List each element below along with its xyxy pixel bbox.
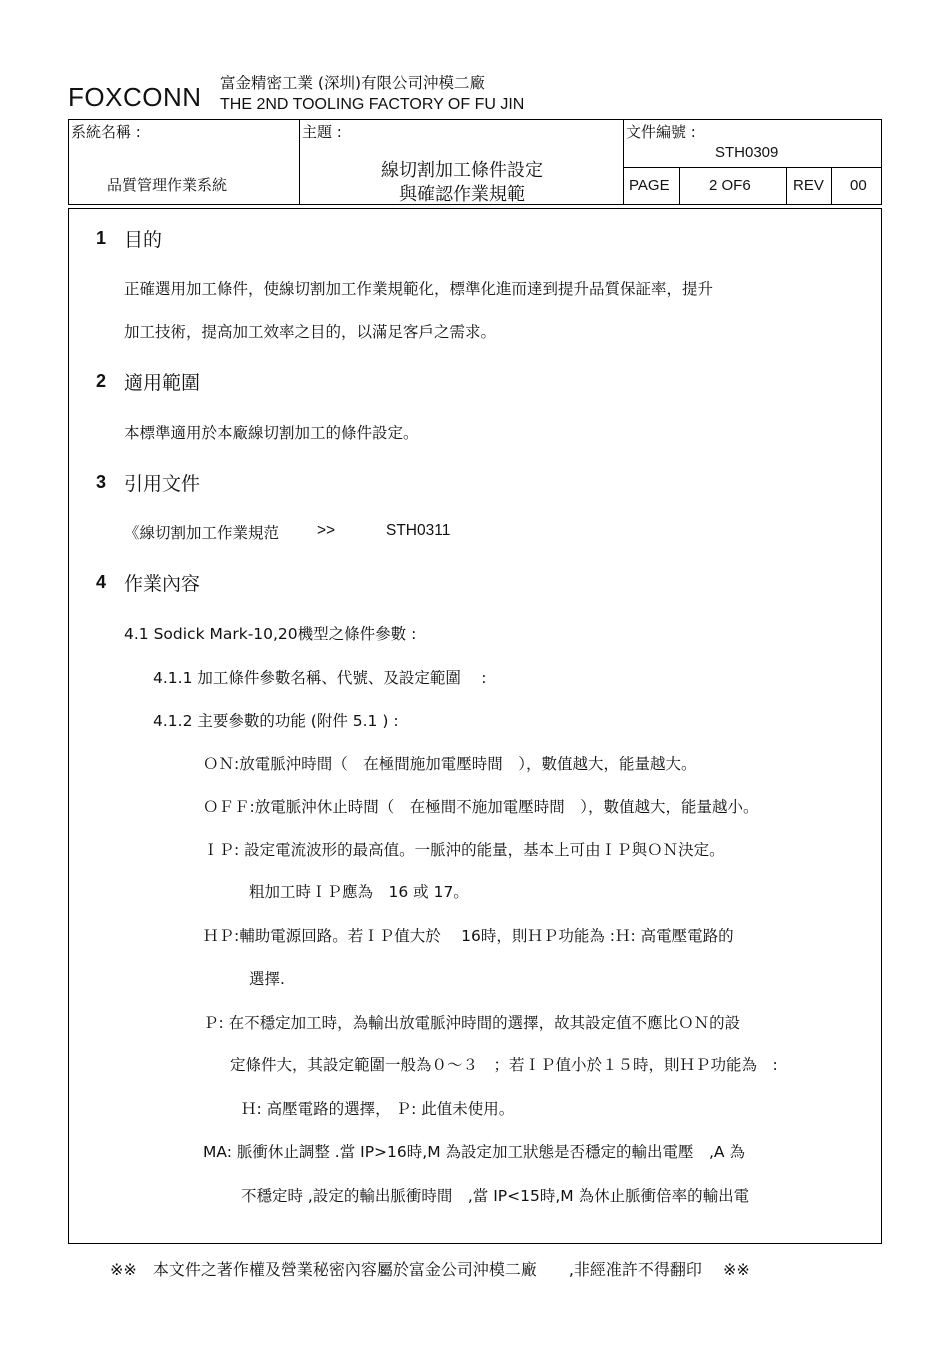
subject-line-2: 與確認作業規範 (399, 184, 525, 205)
section-3-number: 3 (96, 472, 107, 492)
subsection-4-1: 4.1 Sodick Mark-10,20機型之條件參數 : (124, 625, 417, 643)
reference-doc-arrows: >> (317, 522, 336, 539)
page-value: 2 OF6 (709, 177, 751, 194)
param-p-text-3: Ｈ: 高壓電路的選擇， Ｐ: 此值未使用。 (241, 1100, 515, 1118)
doc-number-value: STH0309 (715, 144, 779, 161)
divider (679, 167, 680, 204)
section-1-text-line-1: 正確選用加工條件，使線切割加工作業規範化，標準化進而達到提升品質保証率，提升 (124, 280, 714, 298)
divider (623, 120, 624, 204)
copyright-footer: ※※ 本文件之著作權及營業秘密內容屬於富金公司沖模二廠 ,非經准許不得翻印 ※※ (110, 1260, 750, 1279)
param-p-text-2: 定條件大，其設定範圍一般為０～３ ；若ＩＰ值小於１５時，則ＨＰ功能為 : (230, 1056, 778, 1074)
company-name-cn: 富金精密工業 (深圳)有限公司沖模二廠 (220, 74, 486, 92)
param-ma-text-1: MA: 脈衝休止調整 .當 IP>16時,M 為設定加工狀態是否穩定的輸出電壓 ,A 為 (203, 1143, 745, 1161)
rev-value: 00 (850, 177, 867, 194)
divider (299, 120, 300, 204)
section-2-text: 本標準適用於本廠線切割加工的條件設定。 (124, 424, 419, 442)
company-name-en: THE 2ND TOOLING FACTORY OF FU JIN (220, 96, 525, 113)
subsection-4-1-2: 4.1.2 主要參數的功能 (附件 5.1 ) : (153, 712, 399, 730)
section-4-title: 作業內容 (124, 573, 201, 595)
param-ip-text-1: ＩＰ: 設定電流波形的最高值。一脈沖的能量，基本上可由ＩＰ與ＯＮ決定。 (203, 841, 725, 859)
section-1-text-line-2: 加工技術，提高加工效率之目的，以滿足客戶之需求。 (124, 323, 497, 341)
param-on-text: ＯＮ:放電脈沖時間（ 在極間施加電壓時間 ），數值越大，能量越大。 (203, 755, 697, 773)
page-label: PAGE (629, 177, 670, 194)
divider (786, 167, 787, 204)
param-hp-text-2: 選擇. (249, 970, 285, 988)
section-2-number: 2 (96, 371, 107, 391)
param-ip-text-2: 粗加工時ＩＰ應為 16 或 17。 (249, 883, 469, 901)
section-4-number: 4 (96, 572, 107, 592)
section-1-number: 1 (96, 228, 107, 248)
rev-label: REV (793, 177, 824, 194)
param-p-text-1: Ｐ: 在不穩定加工時，為輸出放電脈沖時間的選擇，故其設定值不應比ＯＮ的設 (203, 1014, 741, 1032)
param-ma-text-2: 不穩定時 ,設定的輸出脈衝時間 ,當 IP<15時,M 為休止脈衝倍率的輸出電 (241, 1187, 750, 1205)
divider (623, 167, 881, 168)
section-1-title: 目的 (124, 229, 163, 251)
reference-doc-name: 《線切割加工作業規范 (124, 524, 280, 542)
section-2-title: 適用範圍 (124, 372, 201, 394)
system-name-label: 系統名稱 : (71, 123, 141, 141)
divider (831, 167, 832, 204)
document-header-table (68, 119, 882, 205)
param-off-text: ＯＦＦ:放電脈沖休止時間（ 在極間不施加電壓時間 ），數值越大，能量越小。 (203, 798, 759, 816)
company-logo: FOXCONN (68, 82, 202, 112)
subject-line-1: 線切割加工條件設定 (381, 160, 543, 181)
subsection-4-1-1: 4.1.1 加工條件參數名稱、代號、及設定範圍 : (153, 669, 487, 687)
system-name-value: 品質管理作業系統 (107, 176, 228, 194)
reference-doc-code: STH0311 (386, 522, 451, 539)
section-3-title: 引用文件 (124, 473, 201, 495)
doc-number-label: 文件編號 : (626, 123, 696, 141)
param-hp-text-1: ＨＰ:輔助電源回路。若ＩＰ值大於 16時，則ＨＰ功能為 :Ｈ: 高電壓電路的 (203, 927, 734, 945)
subject-label: 主題 : (302, 123, 342, 141)
